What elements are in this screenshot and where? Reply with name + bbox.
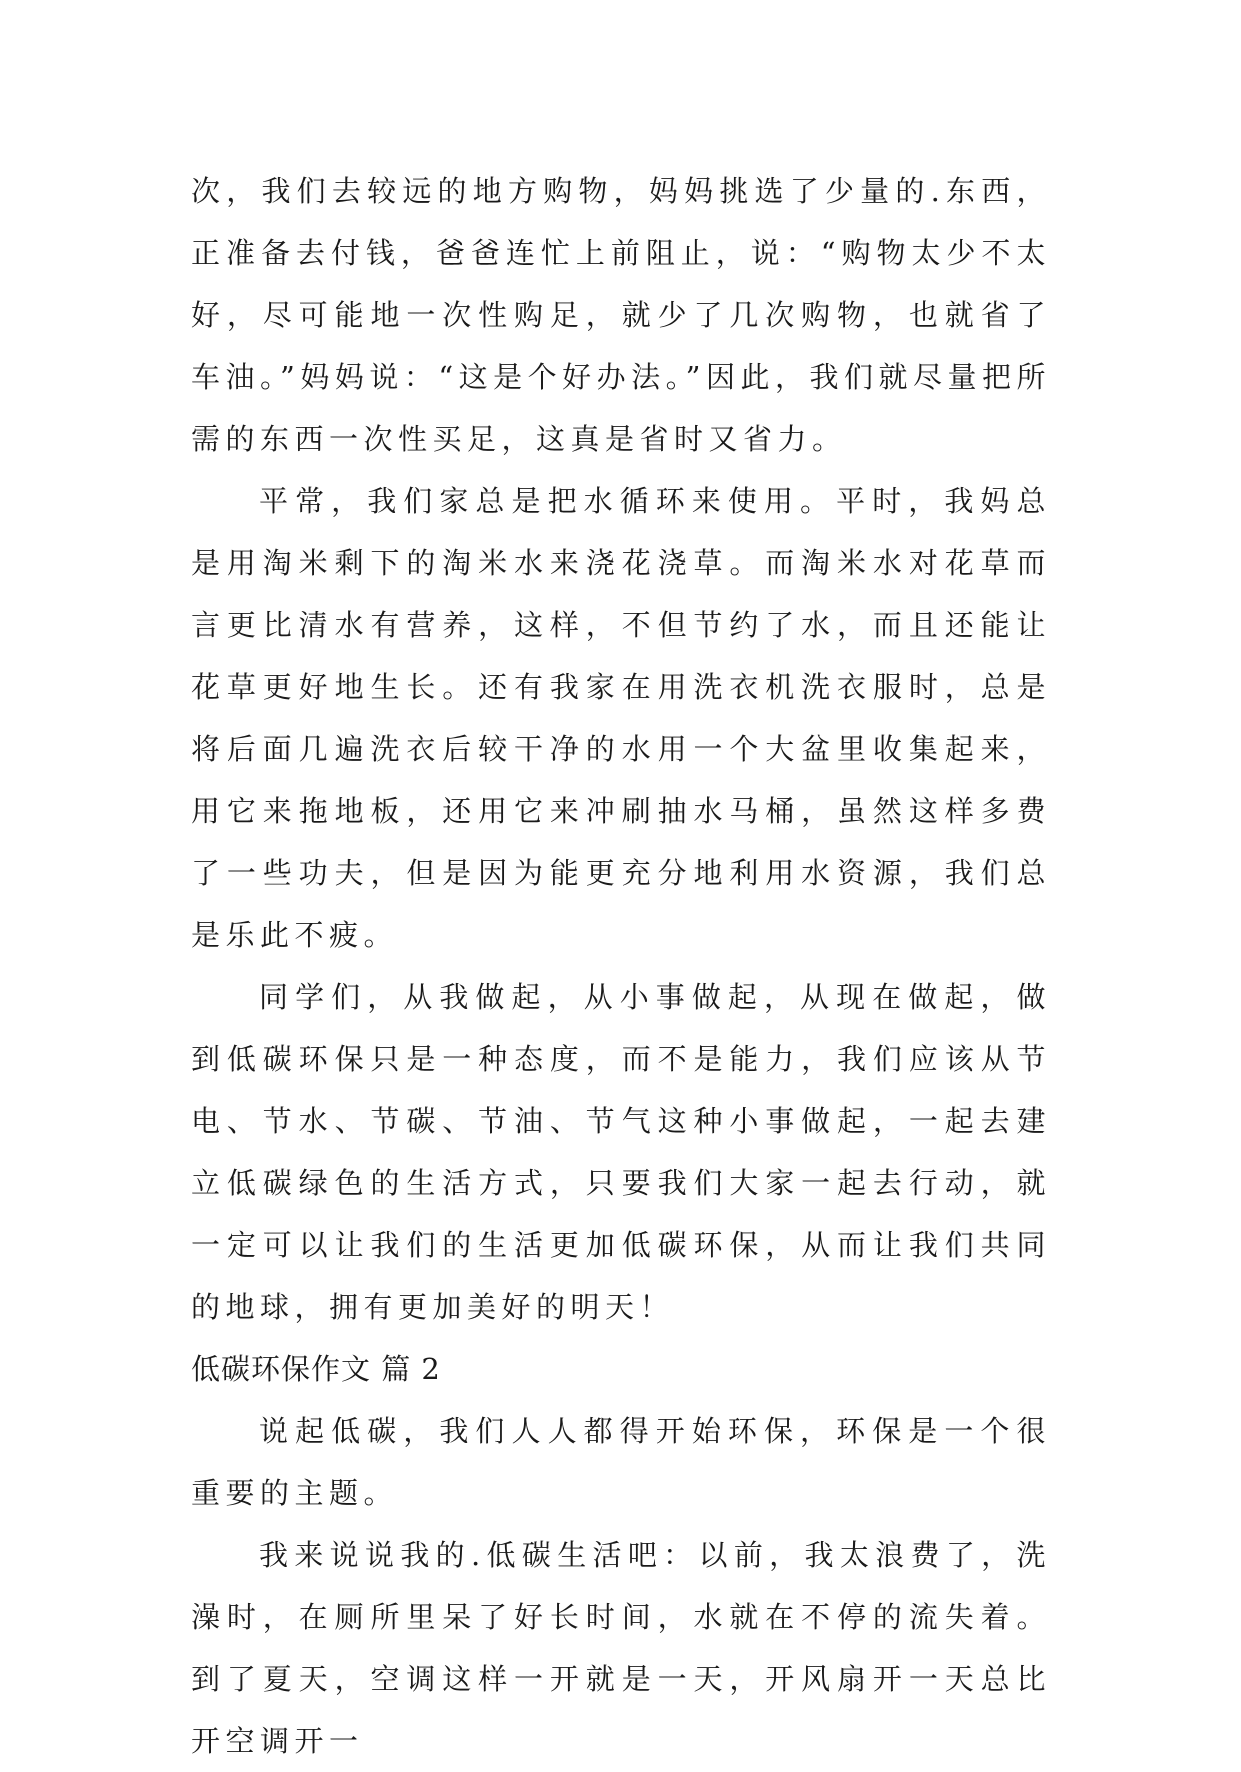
paragraph-water-recycling: 平常，我们家总是把水循环来使用。平时，我妈总是用淘米剩下的淘米水来浇花浇草。而淘米水对花草而言更比清水有营养，这样，不但节约了水，而且还能让花草更好地生长。还有我家在用洗衣机洗衣服时，总是将后面几遍洗衣后较干净的水用一个大盆里收集起来，用它来拖地板，还用它来冲刷抽水马桶，虽然这样多费了一些功夫，但是因为能更充分地利用水资源，我们总是乐此不疲。 (191, 484, 1051, 952)
paragraph-my-low-carbon-life: 我来说说我的.低碳生活吧：以前，我太浪费了，洗澡时，在厕所里呆了好长时间，水就在不停的流失着。到了夏天，空调这样一开就是一天，开风扇开一天总比开空调开一 (191, 1538, 1051, 1758)
paragraph-intro-low-carbon: 说起低碳，我们人人都得开始环保，环保是一个很重要的主题。 (191, 1414, 1051, 1510)
document-body (191, 160, 1051, 1772)
paragraph-call-to-action: 同学们，从我做起，从小事做起，从现在做起，做到低碳环保只是一种态度，而不是能力，我们应该从节电、节水、节碳、节油、节气这种小事做起，一起去建立低碳绿色的生活方式，只要我们大家一起去行动，就一定可以让我们的生活更加低碳环保，从而让我们共同的地球，拥有更加美好的明天！ (191, 980, 1051, 1324)
paragraph-shopping: 次，我们去较远的地方购物，妈妈挑选了少量的.东西，正准备去付钱，爸爸连忙上前阻止，说：“购物太少不太好，尽可能地一次性购足，就少了几次购物，也就省了车油。”妈妈说：“这是个好办法。”因此，我们就尽量把所需的东西一次性买足，这真是省时又省力。 (191, 174, 1051, 456)
section-heading: 低碳环保作文 篇 2 (191, 1352, 441, 1386)
